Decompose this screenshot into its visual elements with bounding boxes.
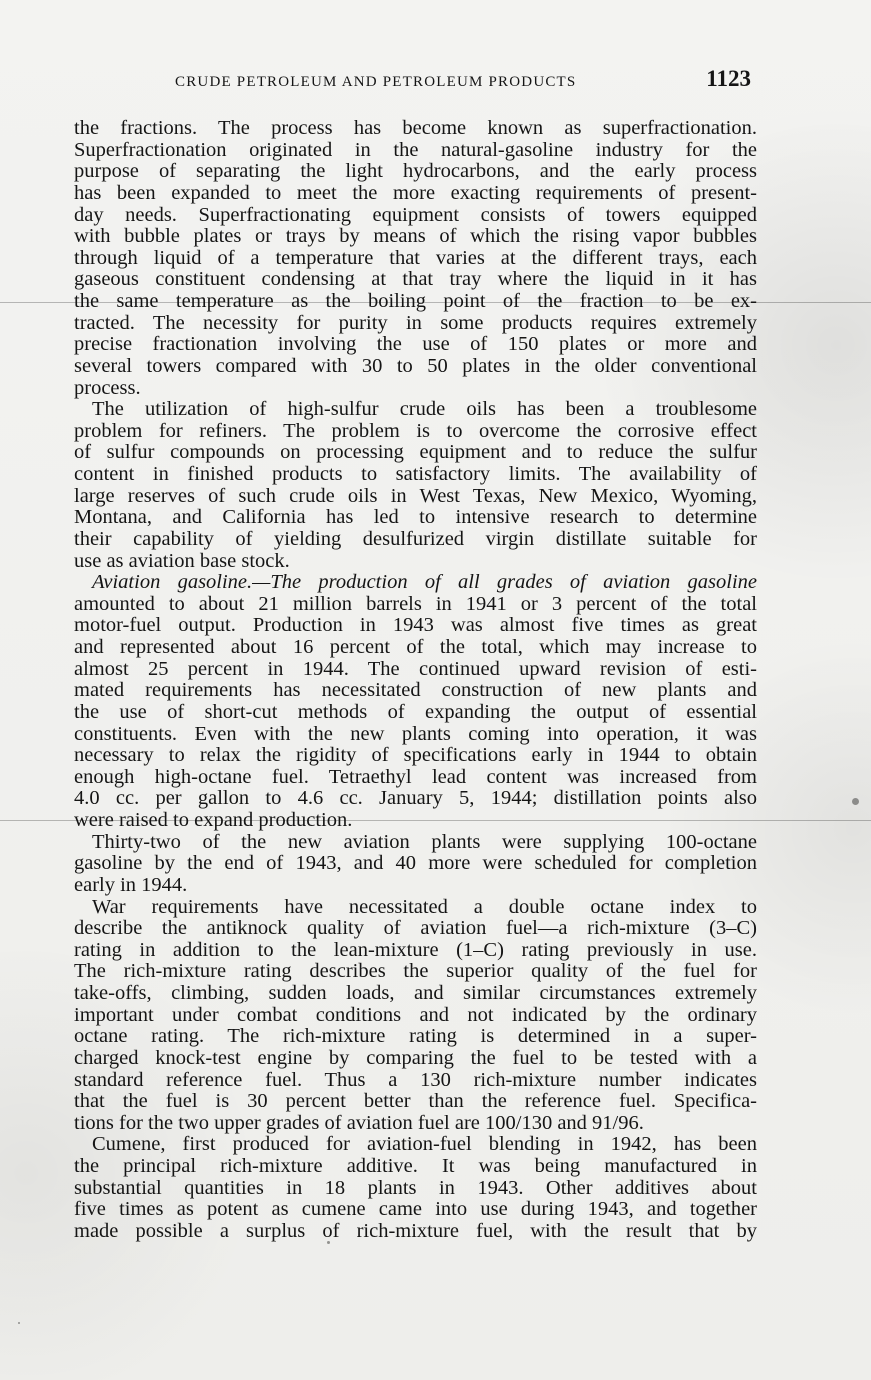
text-line: has been expanded to meet the more exacting requirements of present-: [74, 182, 757, 204]
text-line: made possible a surplus of rich-mixture fuel, with the result that by: [74, 1220, 757, 1242]
body-text: [74, 118, 757, 1243]
text-line: War requirements have necessitated a double octane index to: [92, 896, 757, 918]
text-line: octane rating. The rich-mixture rating is determined in a super-: [74, 1026, 757, 1048]
text-line: constituents. Even with the new plants coming into operation, it was: [74, 723, 757, 745]
text-line: Cumene, first produced for aviation-fuel blending in 1942, has been: [92, 1134, 757, 1156]
text-line: large reserves of such crude oils in West Texas, New Mexico, Wyoming,: [74, 485, 757, 507]
text-line: day needs. Superfractionating equipment consists of towers equipped: [74, 204, 757, 226]
text-line: The utilization of high-sulfur crude oils has been a troublesome: [92, 399, 757, 421]
text-line: the fractions. The process has become known as superfractionation.: [74, 118, 757, 139]
text-line: necessary to relax the rigidity of specifications early in 1944 to obtain: [74, 745, 757, 767]
text-line: enough high-octane fuel. Tetraethyl lead content was increased from: [74, 766, 757, 788]
text-line: through liquid of a temperature that varies at the different trays, each: [74, 247, 757, 269]
text-line: The rich-mixture rating describes the superior quality of the fuel for: [74, 961, 757, 983]
text-line: content in finished products to satisfactory limits. The availability of: [74, 464, 757, 485]
scan-speck: [852, 798, 859, 805]
text-line: 4.0 cc. per gallon to 4.6 cc. January 5, 1944; distillation points also: [74, 788, 757, 810]
text-line: and represented about 16 percent of the total, which may increase to: [74, 637, 757, 658]
text-line: their capability of yielding desulfurized virgin distillate suitable for: [74, 528, 757, 550]
text-line: were raised to expand production.: [74, 810, 353, 831]
page-number: 1123: [706, 66, 751, 91]
scan-speck: [18, 1322, 20, 1324]
text-line: precise fractionation involving the use of 150 plates or more and: [74, 334, 757, 356]
text-line: use as aviation base stock.: [74, 550, 290, 572]
text-line: Thirty-two of the new aviation plants were supplying 100-octane: [92, 831, 757, 853]
text-line: process.: [74, 377, 141, 399]
text-line: purpose of separating the light hydrocarbons, and the early process: [74, 161, 757, 183]
running-title: CRUDE PETROLEUM AND PETROLEUM PRODUCTS: [175, 74, 577, 90]
text-line: substantial quantities in 18 plants in 1943. Other additives about: [74, 1177, 757, 1199]
text-line: five times as potent as cumene came into use during 1943, and together: [74, 1199, 757, 1221]
text-line: important under combat conditions and not indicated by the ordinary: [74, 1004, 757, 1026]
text-line: several towers compared with 30 to 50 plates in the older conventional: [74, 355, 757, 377]
text-line: motor-fuel output. Production in 1943 was almost five times as great: [74, 615, 757, 637]
text-line: Aviation gasoline.—The production of all grades of aviation gasoline: [92, 572, 757, 594]
text-line: amounted to about 21 million barrels in 1941 or 3 percent of the total: [74, 593, 757, 615]
text-line: the use of short-cut methods of expanding the output of essential: [74, 701, 757, 723]
text-line: gasoline by the end of 1943, and 40 more were scheduled for completion: [74, 853, 757, 875]
text-line: rating in addition to the lean-mixture (1–C) rating previously in use.: [74, 939, 757, 961]
text-line: Montana, and California has led to intensive research to determine: [74, 507, 757, 529]
text-line: with bubble plates or trays by means of which the rising vapor bubbles: [74, 226, 757, 248]
text-line: that the fuel is 30 percent better than the reference fuel. Specifica-: [74, 1091, 757, 1113]
text-line: problem for refiners. The problem is to overcome the corrosive effect: [74, 420, 757, 442]
text-line: tions for the two upper grades of aviation fuel are 100/130 and 91/96.: [74, 1112, 644, 1134]
text-line: of sulfur compounds on processing equipment and to reduce the sulfur: [74, 442, 757, 464]
text-line: mated requirements has necessitated construction of new plants and: [74, 680, 757, 702]
text-line: the same temperature as the boiling point of the fraction to be ex-: [74, 291, 757, 312]
text-line: gaseous constituent condensing at that tray where the liquid in it has: [74, 269, 757, 291]
text-line: Superfractionation originated in the natural-gasoline industry for the: [74, 139, 757, 161]
text-line: take-offs, climbing, sudden loads, and similar circumstances extremely: [74, 983, 757, 1004]
text-line: early in 1944.: [74, 874, 188, 896]
text-line: describe the antiknock quality of aviation fuel—a rich-mixture (3–C): [74, 918, 757, 940]
text-line: almost 25 percent in 1944. The continued upward revision of esti-: [74, 658, 757, 680]
scan-speck: [327, 1241, 330, 1244]
text-line: tracted. The necessity for purity in some products requires extremely: [74, 312, 757, 334]
text-line: charged knock-test engine by comparing the fuel to be tested with a: [74, 1047, 757, 1069]
text-line: the principal rich-mixture additive. It was being manufactured in: [74, 1156, 757, 1177]
text-line: standard reference fuel. Thus a 130 rich-mixture number indicates: [74, 1069, 757, 1091]
